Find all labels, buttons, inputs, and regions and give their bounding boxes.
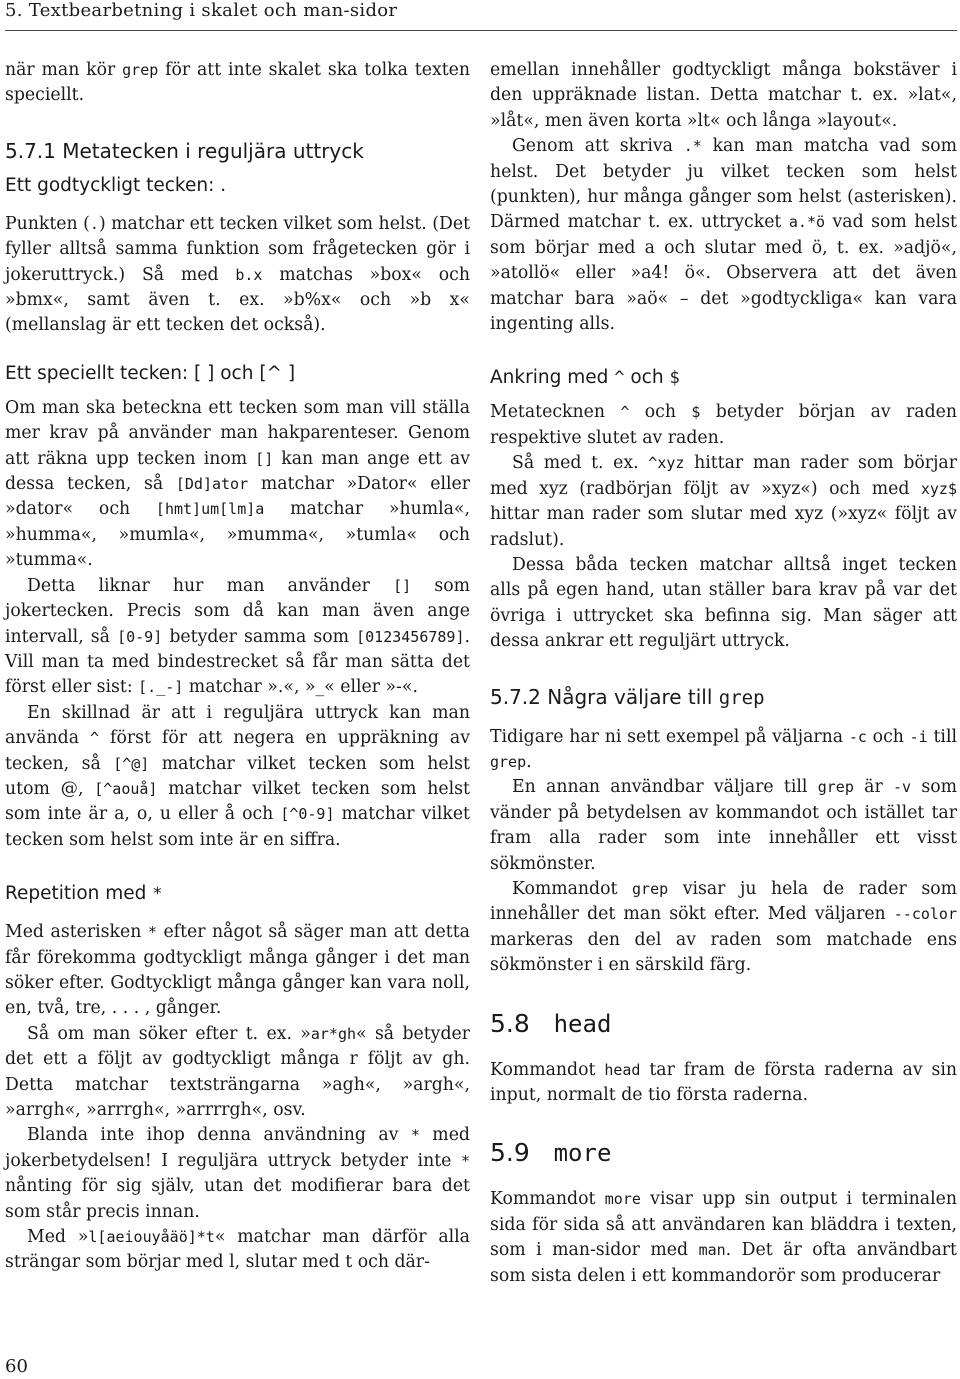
head-paragraph: Kommandot head tar fram de första raderna av sin input, normalt de tio första raderna. [490,1059,957,1105]
anchor-paragraph-3: Dessa båda tecken matchar alltså inget tecken alls på egen hand, utan ställer bara krav på var det övriga i uttrycket ska befinna sig. Man säger att dessa ankrar ett reguljärt uttryck. [490,554,957,652]
subsection-heading: 5.7.1 Metatecken i reguljära uttryck [5,138,364,163]
paragraph-heading: Ett speciellt tecken: [ ] och [^ ] [5,362,296,384]
header-rule [5,30,957,31]
brackets-paragraph-3: En skillnad är att i reguljära uttryck kan man använda ^ först för att negera en uppräkning av tecken, så [^@] matchar vilket tecken som helst utom @, [^aouå] matchar vilket tecken som helst som inte är a, o, u eller å och [^0-9] matchar vilket tecken som helst som inte är en siffra. [5,702,470,850]
dotstar-paragraph: Genom att skriva .* kan man matcha vad som helst. Det betyder ju vilket tecken som helst (punkten), hur många gånger som helst (asterisken). Därmed matchar t. ex. uttrycket a.*ö vad som helst som börjar med a och slutar med ö, t. ex. »adjö«, »atollö« eller »a4! ö«. Observera att det även matchar bara »aö« – det »godtyckliga« kan vara ingenting alls. [490,136,958,335]
right-column [490,58,957,1289]
page-number: 60 [5,1356,28,1377]
repetition-paragraph-4: Med »l[aeiouyåäö]*t« matchar man därför alla strängar som börjar med l, slutar med t och där- [5,1227,470,1273]
brackets-paragraph-1: Om man ska beteckna ett tecken som man vill ställa mer krav på använder man hakparenteser. Genom att räkna upp tecken inom [] kan man ange ett av dessa tecken, så [Dd]ator matchar »Dator« eller »dator« och [hmt]um[lm]a matchar »humla«, »humma«, »mumla«, »mumma«, »tumla« och »tumma«. [5,397,471,571]
options-paragraph-1: Tidigare har ni sett exempel på väljarna -c och -i till grep. [490,726,958,772]
subsection-heading: 5.7.2 Några väljare till grep [490,684,765,709]
brackets-paragraph-2: Detta liknar hur man använder [] som jokertecken. Precis som då kan man även ange intervall, så [0-9] betyder samma som [0123456789]. Vill man ta med bindestrecket så får man sätta det först eller sist: [._-] matchar ».«, »_« eller »-«. [5,575,470,698]
options-paragraph-2: En annan användbar väljare till grep är -v som vänder på betydelsen av kommandot och istället tar fram alla rader som inte innehåller ett visst sökmönster. [490,777,957,874]
period-paragraph: Punkten (.) matchar ett tecken vilket som helst. (Det fyller alltså samma funktion som frågetecken gör i jokeruttryck.) Så med b.x matchas »box« och »bmx«, samt även t. ex. »b%x« och »b x« (mellanslag är ett tecken det också). [5,213,471,336]
repetition-paragraph-3: Blanda inte ihop denna användning av * med jokerbetydelsen! I reguljära uttryck betyder inte * nånting för sig själv, utan det modifierar bara det som står precis innan. [5,1125,470,1222]
repetition-paragraph-2: Så om man söker efter t. ex. »ar*gh« så betyder det ett a följt av godtyckligt många r följt av gh. Detta matchar textsträngarna »agh«, »argh«, »arrgh«, »arrrgh«, »arrrrgh«, osv. [5,1023,470,1120]
anchor-paragraph-2: Så med t. ex. ^xyz hittar man rader som börjar med xyz (radbörjan följt av »xyz«) och med xyz$ hittar man rader som slutar med xyz (»xyz« följt av radslut). [490,453,957,550]
continued-paragraph: emellan innehåller godtyckligt många bokstäver i den uppräknade listan. Detta matchar t. ex. »lat«, »låt«, men även korta »lt« och långa »layout«. [490,60,957,131]
left-column [5,58,470,1276]
repetition-paragraph-1: Med asterisken * efter något så säger man att detta får förekomma godtyckligt många gånger i det man söker efter. Godtyckligt många gånger kan vara noll, en, två, tre, . . . , gånger. [5,922,470,1019]
intro-paragraph: när man kör grep för att inte skalet ska tolka texten speciellt. [5,60,470,106]
paragraph-heading: Ett godtyckligt tecken: . [5,174,227,196]
options-paragraph-3: Kommandot grep visar ju hela de rader som innehåller det man sökt efter. Med väljaren --color markeras den del av raden som matchade ens sökmönster i en särskild färg. [490,878,957,976]
more-paragraph: Kommandot more visar upp sin output i terminalen sida för sida så att användaren kan bläddra i texten, som i man-sidor med man. Det är ofta användbart som sista delen i ett kommandorör som producerar [490,1189,957,1286]
paragraph-heading: Ankring med ^ och $ [490,367,680,389]
running-header: 5. Textbearbetning i skalet och man-sidor [5,0,398,21]
section-heading-head: 5.8 head [490,1008,612,1038]
anchor-paragraph-1: Metatecknen ^ och $ betyder början av raden respektive slutet av raden. [490,402,957,448]
section-heading-more: 5.9 more [490,1138,612,1168]
paragraph-heading: Repetition med * [5,883,163,905]
